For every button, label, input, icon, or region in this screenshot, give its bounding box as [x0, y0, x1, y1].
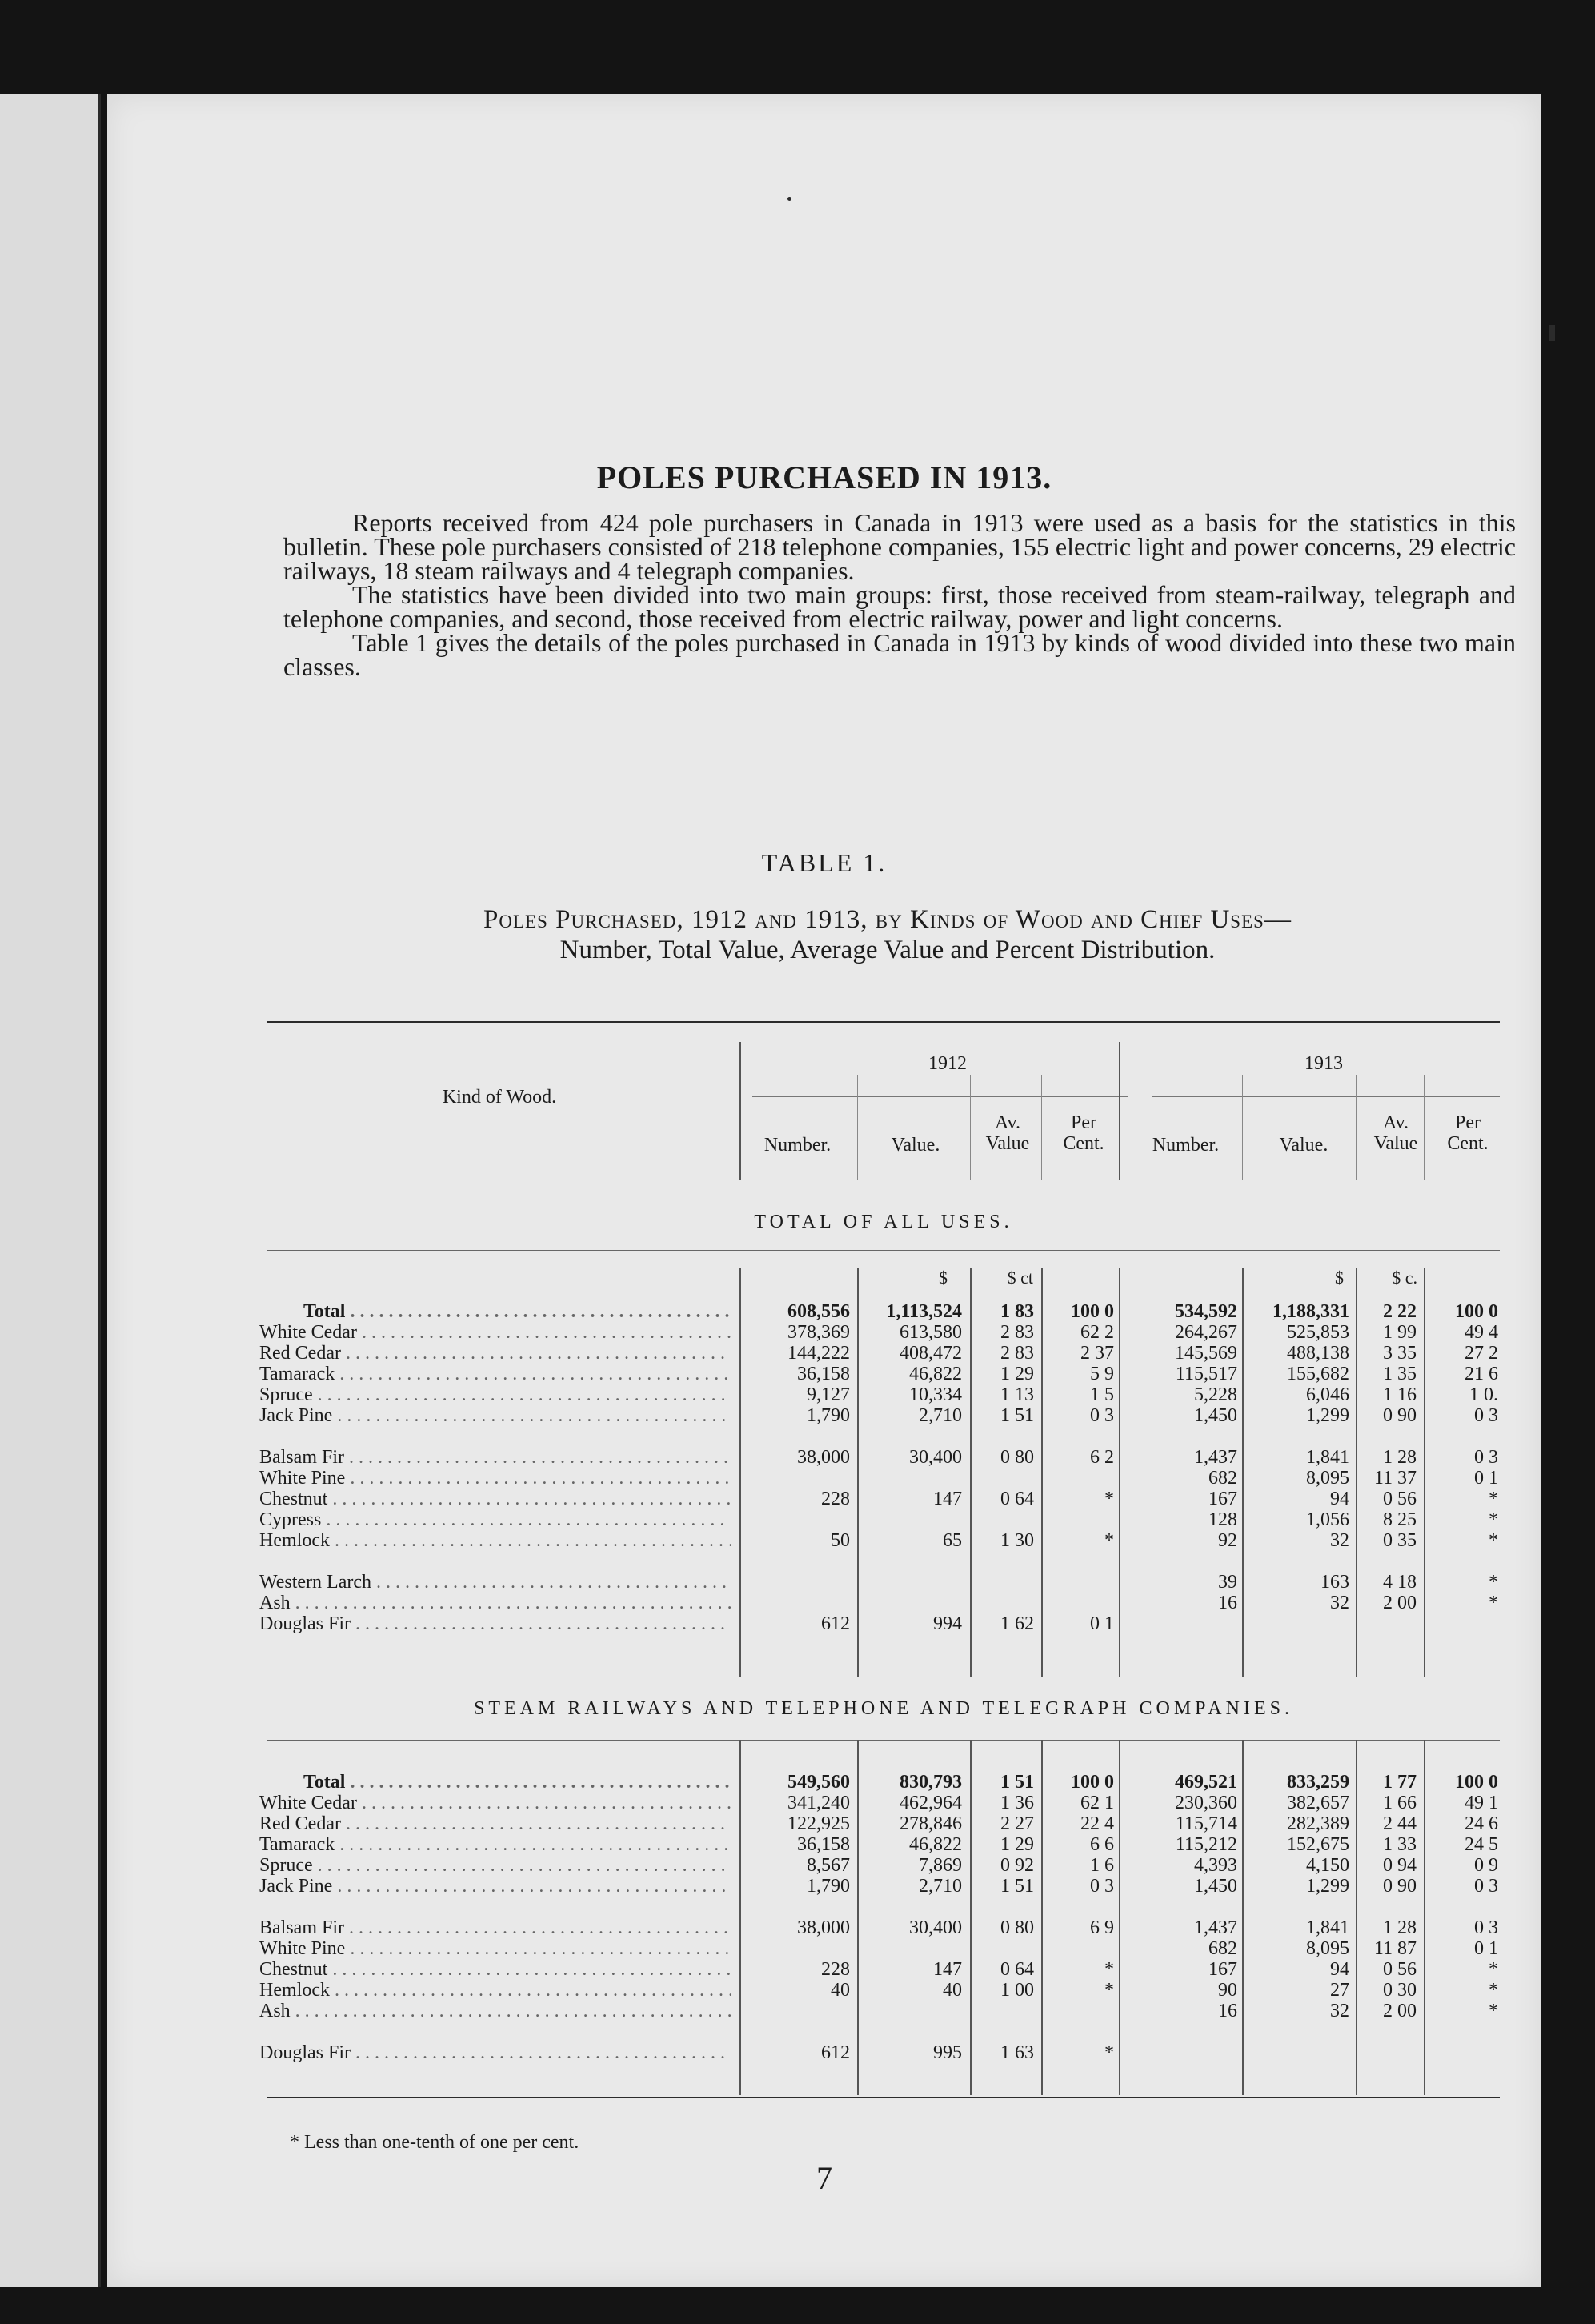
number-1912-cell: 144,222 — [787, 1343, 850, 1364]
table-caption — [259, 904, 1516, 965]
per-cent-1913-cell: * — [1489, 2001, 1498, 2021]
kind-of-wood-cell: Douglas Fir . . . — [259, 2042, 731, 2063]
column-rule — [1242, 1740, 1244, 2095]
column-rule — [1356, 1740, 1357, 2095]
number-1913-cell: 534,592 — [1175, 1301, 1237, 1322]
av-header-line: Value — [1373, 1133, 1418, 1154]
column-rule — [1424, 1268, 1425, 1677]
value-1912-cell: 2,710 — [919, 1876, 962, 1897]
table-row — [107, 1447, 1541, 1468]
per-cent-1912-cell: 0 1 — [1090, 1613, 1114, 1634]
value-1912-cell: 30,400 — [909, 1917, 962, 1938]
value-1913-cell: 8,095 — [1306, 1468, 1349, 1489]
footnote: * Less than one-tenth of one per cent. — [290, 2132, 579, 2153]
av-value-1913-cell: 1 33 — [1383, 1834, 1417, 1855]
av-value-1912-cell: 0 92 — [1000, 1855, 1034, 1876]
per-cent-1912-cell: 100 0 — [1071, 1772, 1114, 1793]
value-1912-cell: 994 — [933, 1613, 962, 1634]
kind-of-wood-cell: White Pine . . . — [259, 1938, 731, 1959]
av-value-1912-cell: 0 64 — [1000, 1959, 1034, 1980]
per-cent-1913-cell: 0 9 — [1474, 1855, 1498, 1876]
av-value-1912-cell: 0 80 — [1000, 1917, 1034, 1938]
av-value-1913-cell: 0 94 — [1383, 1855, 1417, 1876]
kind-of-wood-cell: Balsam Fir . . . — [259, 1447, 731, 1468]
page-title: POLES PURCHASED IN 1913. — [596, 459, 1052, 495]
table-top-rule — [267, 1021, 1500, 1023]
scan-speck — [1549, 325, 1555, 341]
value-1912-cell: 40 — [943, 1980, 962, 2001]
section-rule — [267, 1740, 1500, 1741]
number-1913-cell: 115,714 — [1175, 1813, 1237, 1834]
number-1912-cell: 9,127 — [807, 1384, 850, 1405]
av-value-1913-cell: 8 25 — [1383, 1509, 1417, 1530]
number-1912-cell: 38,000 — [797, 1917, 850, 1938]
per-cent-1912-cell: * — [1104, 1530, 1114, 1551]
per-header-line: Per — [1455, 1112, 1481, 1133]
number-1913-cell: 145,569 — [1175, 1343, 1237, 1364]
table-row — [107, 1959, 1541, 1980]
number-1913-cell: 5,228 — [1194, 1384, 1237, 1405]
per-cent-1912-cell: 22 4 — [1080, 1813, 1114, 1834]
kind-of-wood-cell: Total . . . — [259, 1772, 731, 1793]
av-value-1912-cell: 1 29 — [1000, 1364, 1034, 1384]
table-row — [107, 1772, 1541, 1793]
av-value-1913-cell: 0 56 — [1383, 1959, 1417, 1980]
number-1913-cell: 1,450 — [1194, 1876, 1237, 1897]
number-1913-cell: 16 — [1218, 2001, 1237, 2021]
per-cent-1912-cell: * — [1104, 1980, 1114, 2001]
value-1912-cell: 147 — [933, 1959, 962, 1980]
av-value-1912-cell: 1 13 — [1000, 1384, 1034, 1405]
per-cent-1913-cell: 0 3 — [1474, 1876, 1498, 1897]
column-rule — [857, 1268, 859, 1677]
value-1913-cell: 8,095 — [1306, 1938, 1349, 1959]
table-row — [107, 2042, 1541, 2063]
per-cent-1913-cell: 100 0 — [1455, 1301, 1498, 1322]
number-1913-cell: 90 — [1218, 1980, 1237, 2001]
av-value-1913-cell: 1 35 — [1383, 1364, 1417, 1384]
value-1913-cell: 1,188,331 — [1272, 1301, 1349, 1322]
number-1912-cell: 612 — [821, 2042, 850, 2063]
scan-speck — [787, 197, 791, 201]
table-row — [107, 1834, 1541, 1855]
column-rule — [1041, 1075, 1042, 1180]
table-row — [107, 1980, 1541, 2001]
av-value-1912-cell: 1 29 — [1000, 1834, 1034, 1855]
av-value-1912-cell: 1 30 — [1000, 1530, 1034, 1551]
per-cent-1912-cell: 6 9 — [1090, 1917, 1114, 1938]
column-rule — [1424, 1075, 1425, 1180]
table-row — [107, 1855, 1541, 1876]
number-1913-cell: 128 — [1208, 1509, 1237, 1530]
column-rule — [970, 1268, 972, 1677]
column-rule — [857, 1740, 859, 2095]
av-value-1913-cell: 4 18 — [1383, 1572, 1417, 1593]
value-1913-cell: 382,657 — [1287, 1793, 1349, 1813]
av-value-1912-cell: 1 51 — [1000, 1876, 1034, 1897]
value-1913-cell: 155,682 — [1287, 1364, 1349, 1384]
number-1912-cell: 1,790 — [807, 1876, 850, 1897]
value-1912-cell: 278,846 — [900, 1813, 962, 1834]
value-1913-cell: 27 — [1330, 1980, 1349, 2001]
av-value-1913-cell: 2 00 — [1383, 1593, 1417, 1613]
number-1912-cell: 1,790 — [807, 1405, 850, 1426]
per-cent-1913-cell: * — [1489, 1489, 1498, 1509]
av-value-1912-cell: 1 36 — [1000, 1793, 1034, 1813]
table-row — [107, 1793, 1541, 1813]
av-value-1912-cell: 2 83 — [1000, 1343, 1034, 1364]
value-1912-cell: 1,113,524 — [886, 1301, 962, 1322]
kind-of-wood-cell: Spruce . . . — [259, 1855, 731, 1876]
value-1913-cell: 1,841 — [1306, 1917, 1349, 1938]
av-value-1912-cell: 2 83 — [1000, 1322, 1034, 1343]
kind-of-wood-cell: Cypress . . . — [259, 1509, 731, 1530]
per-cent-1913-cell: 0 3 — [1474, 1405, 1498, 1426]
value-1913-cell: 32 — [1330, 1530, 1349, 1551]
section-rule — [267, 1250, 1500, 1251]
av-value-1912-cell: 1 51 — [1000, 1405, 1034, 1426]
per-cent-1913-cell: 1 0. — [1469, 1384, 1498, 1405]
av-value-1912-cell: 1 83 — [1000, 1301, 1034, 1322]
value-1912-header: Value. — [891, 1135, 940, 1156]
per-header-line: Cent. — [1063, 1133, 1104, 1154]
value-1913-cell: 32 — [1330, 2001, 1349, 2021]
year-1912-header: 1912 — [928, 1053, 967, 1074]
table-bottom-rule — [267, 2097, 1500, 2098]
value-1912-cell: 65 — [943, 1530, 962, 1551]
column-rule — [1242, 1268, 1244, 1677]
table-row — [107, 1509, 1541, 1530]
number-1912-cell: 549,560 — [787, 1772, 850, 1793]
number-1913-cell: 167 — [1208, 1489, 1237, 1509]
value-1912-cell: 613,580 — [900, 1322, 962, 1343]
av-value-1912-cell: 1 63 — [1000, 2042, 1034, 2063]
column-rule — [1041, 1740, 1043, 2095]
value-1913-cell: 1,056 — [1306, 1509, 1349, 1530]
table-row — [107, 1572, 1541, 1593]
table-row — [107, 1593, 1541, 1613]
av-value-1912-cell: 1 00 — [1000, 1980, 1034, 2001]
kind-of-wood-cell: Hemlock . . . — [259, 1530, 731, 1551]
table-row — [107, 1876, 1541, 1897]
kind-of-wood-cell: Spruce . . . — [259, 1384, 731, 1405]
kind-of-wood-cell: Total . . . — [259, 1301, 731, 1322]
table-row — [107, 1322, 1541, 1343]
per-cent-1913-header — [1432, 1112, 1504, 1154]
av-value-1913-cell: 0 35 — [1383, 1530, 1417, 1551]
unit-label: $ — [939, 1268, 948, 1288]
number-1912-cell: 122,925 — [787, 1813, 850, 1834]
value-1913-cell: 525,853 — [1287, 1322, 1349, 1343]
per-cent-1913-cell: * — [1489, 1980, 1498, 2001]
value-1912-cell: 408,472 — [900, 1343, 962, 1364]
column-rule — [739, 1042, 741, 1180]
column-rule — [1424, 1740, 1425, 2095]
per-cent-1913-cell: 21 6 — [1465, 1364, 1498, 1384]
number-1912-cell: 228 — [821, 1959, 850, 1980]
kind-of-wood-cell: Chestnut . . . — [259, 1489, 731, 1509]
per-cent-1912-cell: 2 37 — [1080, 1343, 1114, 1364]
column-rule — [739, 1740, 741, 2095]
intro-paragraph: Reports received from 424 pole purchasers in Canada in 1913 were used as a basis for the statistics in this bulletin. These pole purchasers consisted of 218 telephone companies, 155 electric light and power concerns, 29 electric railways, 18 steam railways and 4 telegraph companies. — [283, 508, 1516, 585]
number-1912-cell: 228 — [821, 1489, 850, 1509]
value-1913-cell: 32 — [1330, 1593, 1349, 1613]
per-cent-1913-cell: * — [1489, 1572, 1498, 1593]
intro-text — [283, 508, 1516, 681]
table-label: TABLE 1. — [761, 848, 888, 877]
number-1912-cell: 8,567 — [807, 1855, 850, 1876]
per-cent-1913-cell: 0 1 — [1474, 1468, 1498, 1489]
per-cent-1912-cell: * — [1104, 1959, 1114, 1980]
table-row — [107, 2001, 1541, 2021]
kind-of-wood-cell: White Cedar . . . — [259, 1322, 731, 1343]
kind-of-wood-cell: Hemlock . . . — [259, 1980, 731, 2001]
kind-of-wood-cell: Western Larch . . . — [259, 1572, 731, 1593]
av-value-1913-cell: 0 30 — [1383, 1980, 1417, 2001]
left-page-edge — [0, 94, 101, 2287]
value-1913-cell: 152,675 — [1287, 1834, 1349, 1855]
kind-of-wood-cell: Red Cedar . . . — [259, 1813, 731, 1834]
year-underline — [1152, 1096, 1500, 1097]
per-cent-1913-cell: 0 3 — [1474, 1447, 1498, 1468]
av-value-1913-cell: 0 90 — [1383, 1876, 1417, 1897]
av-value-1913-cell: 2 44 — [1383, 1813, 1417, 1834]
column-rule — [970, 1740, 972, 2095]
per-cent-1913-cell: * — [1489, 1959, 1498, 1980]
value-1913-cell: 488,138 — [1287, 1343, 1349, 1364]
table-row — [107, 1384, 1541, 1405]
section-title: TOTAL OF ALL USES. — [754, 1212, 1013, 1232]
number-1913-header: Number. — [1152, 1135, 1220, 1156]
table-row — [107, 1813, 1541, 1834]
value-1913-cell: 833,259 — [1287, 1772, 1349, 1793]
kind-of-wood-cell: Ash . . . — [259, 2001, 731, 2021]
intro-paragraph: Table 1 gives the details of the poles purchased in Canada in 1913 by kinds of wood divided into these two main classes. — [283, 628, 1516, 681]
number-1912-cell: 608,556 — [787, 1301, 850, 1322]
value-1913-cell: 282,389 — [1287, 1813, 1349, 1834]
av-value-1912-cell: 1 51 — [1000, 1772, 1034, 1793]
value-1912-cell: 147 — [933, 1489, 962, 1509]
number-1913-cell: 682 — [1208, 1468, 1237, 1489]
number-1913-cell: 16 — [1218, 1593, 1237, 1613]
unit-label: $ — [1335, 1268, 1344, 1288]
kind-of-wood-cell: Jack Pine . . . — [259, 1405, 731, 1426]
per-cent-1913-cell: 27 2 — [1465, 1343, 1498, 1364]
av-value-1913-cell: 1 99 — [1383, 1322, 1417, 1343]
number-1913-cell: 115,517 — [1175, 1364, 1237, 1384]
av-value-1913-header — [1360, 1112, 1432, 1154]
per-header-line: Per — [1071, 1112, 1096, 1133]
kind-of-wood-cell: Douglas Fir . . . — [259, 1613, 731, 1634]
per-cent-1913-cell: 100 0 — [1455, 1772, 1498, 1793]
kind-of-wood-cell: White Pine . . . — [259, 1468, 731, 1489]
column-rule — [1356, 1268, 1357, 1677]
number-1913-cell: 115,212 — [1175, 1834, 1237, 1855]
column-rule — [857, 1075, 858, 1180]
value-1912-cell: 830,793 — [900, 1772, 962, 1793]
column-rule — [970, 1075, 971, 1180]
number-1912-cell: 378,369 — [787, 1322, 850, 1343]
column-rule — [1041, 1268, 1043, 1677]
caption-line-1: Poles Purchased, 1912 and 1913, by Kinds of Wood and Chief Uses— — [483, 905, 1292, 934]
per-cent-1912-cell: * — [1104, 1489, 1114, 1509]
number-1912-cell: 50 — [831, 1530, 850, 1551]
number-1913-cell: 1,437 — [1194, 1917, 1237, 1938]
av-value-1913-cell: 11 87 — [1373, 1938, 1417, 1959]
av-value-1913-cell: 1 16 — [1383, 1384, 1417, 1405]
kind-of-wood-cell: Chestnut . . . — [259, 1959, 731, 1980]
table-row — [107, 1405, 1541, 1426]
per-cent-1913-cell: * — [1489, 1509, 1498, 1530]
av-header-line: Av. — [1383, 1112, 1409, 1133]
av-value-1912-cell: 2 27 — [1000, 1813, 1034, 1834]
av-value-1913-cell: 2 22 — [1383, 1301, 1417, 1322]
value-1913-cell: 94 — [1330, 1489, 1349, 1509]
kind-of-wood-cell: White Cedar . . . — [259, 1793, 731, 1813]
per-cent-1912-cell: * — [1104, 2042, 1114, 2063]
number-1913-cell: 167 — [1208, 1959, 1237, 1980]
per-cent-1912-cell: 6 6 — [1090, 1834, 1114, 1855]
av-header-line: Av. — [995, 1112, 1020, 1133]
av-value-1913-cell: 1 77 — [1383, 1772, 1417, 1793]
av-value-1912-cell: 0 64 — [1000, 1489, 1034, 1509]
value-1912-cell: 7,869 — [919, 1855, 962, 1876]
value-1912-cell: 2,710 — [919, 1405, 962, 1426]
number-1913-cell: 4,393 — [1194, 1855, 1237, 1876]
number-1912-cell: 36,158 — [797, 1834, 850, 1855]
number-1913-cell: 1,437 — [1194, 1447, 1237, 1468]
av-value-1913-cell: 11 37 — [1373, 1468, 1417, 1489]
value-1913-cell: 6,046 — [1306, 1384, 1349, 1405]
value-1912-cell: 995 — [933, 2042, 962, 2063]
table-row — [107, 1938, 1541, 1959]
table-row — [107, 1343, 1541, 1364]
number-1912-cell: 38,000 — [797, 1447, 850, 1468]
year-1913-header: 1913 — [1304, 1053, 1343, 1074]
table-row — [107, 1613, 1541, 1634]
per-header-line: Cent. — [1447, 1133, 1489, 1154]
kind-of-wood-cell: Ash . . . — [259, 1593, 731, 1613]
number-1913-cell: 39 — [1218, 1572, 1237, 1593]
per-cent-1913-cell: 24 5 — [1465, 1834, 1498, 1855]
section-title: STEAM RAILWAYS AND TELEPHONE AND TELEGRAPH COMPANIES. — [474, 1698, 1293, 1719]
table-row — [107, 1530, 1541, 1551]
value-1913-cell: 163 — [1320, 1572, 1349, 1593]
value-1913-cell: 4,150 — [1306, 1855, 1349, 1876]
av-value-1912-header — [976, 1112, 1040, 1154]
column-rule — [1119, 1268, 1120, 1677]
value-1913-cell: 1,299 — [1306, 1405, 1349, 1426]
number-1913-cell: 469,521 — [1175, 1772, 1237, 1793]
per-cent-1912-cell: 6 2 — [1090, 1447, 1114, 1468]
column-rule — [1119, 1740, 1120, 2095]
page-number: 7 — [816, 2160, 832, 2196]
column-rule — [1242, 1075, 1243, 1180]
kind-of-wood-cell: Balsam Fir . . . — [259, 1917, 731, 1938]
column-rule — [1119, 1042, 1120, 1180]
av-value-1913-cell: 1 28 — [1383, 1447, 1417, 1468]
per-cent-1912-header — [1044, 1112, 1124, 1154]
per-cent-1912-cell: 62 2 — [1080, 1322, 1114, 1343]
year-underline — [752, 1096, 1128, 1097]
unit-label: $ ct — [1007, 1268, 1033, 1288]
per-cent-1913-cell: 24 6 — [1465, 1813, 1498, 1834]
av-value-1913-cell: 1 66 — [1383, 1793, 1417, 1813]
table-row — [107, 1489, 1541, 1509]
per-cent-1912-cell: 0 3 — [1090, 1876, 1114, 1897]
value-1913-cell: 94 — [1330, 1959, 1349, 1980]
number-1912-cell: 40 — [831, 1980, 850, 2001]
table-row — [107, 1364, 1541, 1384]
kind-of-wood-header: Kind of Wood. — [442, 1087, 557, 1108]
per-cent-1913-cell: * — [1489, 1530, 1498, 1551]
per-cent-1912-cell: 1 5 — [1090, 1384, 1114, 1405]
av-header-line: Value — [985, 1133, 1030, 1154]
number-1912-cell: 612 — [821, 1613, 850, 1634]
document-page — [107, 94, 1541, 2287]
number-1913-cell: 1,450 — [1194, 1405, 1237, 1426]
per-cent-1913-cell: * — [1489, 1593, 1498, 1613]
number-1913-cell: 92 — [1218, 1530, 1237, 1551]
value-1912-cell: 462,964 — [900, 1793, 962, 1813]
number-1912-header: Number. — [763, 1135, 832, 1156]
av-value-1913-cell: 1 28 — [1383, 1917, 1417, 1938]
av-value-1913-cell: 0 90 — [1383, 1405, 1417, 1426]
av-value-1912-cell: 1 62 — [1000, 1613, 1034, 1634]
number-1913-cell: 264,267 — [1175, 1322, 1237, 1343]
av-value-1913-cell: 2 00 — [1383, 2001, 1417, 2021]
number-1912-cell: 341,240 — [787, 1793, 850, 1813]
kind-of-wood-cell: Jack Pine . . . — [259, 1876, 731, 1897]
column-rule — [739, 1268, 741, 1677]
per-cent-1912-cell: 100 0 — [1071, 1301, 1114, 1322]
value-1913-header: Value. — [1279, 1135, 1328, 1156]
kind-of-wood-cell: Tamarack . . . — [259, 1834, 731, 1855]
value-1912-cell: 10,334 — [909, 1384, 962, 1405]
value-1912-cell: 30,400 — [909, 1447, 962, 1468]
per-cent-1912-cell: 1 6 — [1090, 1855, 1114, 1876]
value-1913-cell: 1,841 — [1306, 1447, 1349, 1468]
per-cent-1913-cell: 0 3 — [1474, 1917, 1498, 1938]
number-1912-cell: 36,158 — [797, 1364, 850, 1384]
value-1912-cell: 46,822 — [909, 1364, 962, 1384]
number-1913-cell: 230,360 — [1175, 1793, 1237, 1813]
kind-of-wood-cell: Red Cedar . . . — [259, 1343, 731, 1364]
intro-paragraph: The statistics have been divided into two main groups: first, those received from steam-railway, telegraph and telephone companies, and second, those received from electric railway, power and light concerns. — [283, 580, 1516, 633]
av-value-1913-cell: 0 56 — [1383, 1489, 1417, 1509]
table-row — [107, 1468, 1541, 1489]
per-cent-1912-cell: 0 3 — [1090, 1405, 1114, 1426]
column-rule — [1356, 1075, 1357, 1180]
per-cent-1913-cell: 0 1 — [1474, 1938, 1498, 1959]
per-cent-1912-cell: 5 9 — [1090, 1364, 1114, 1384]
per-cent-1912-cell: 62 1 — [1080, 1793, 1114, 1813]
av-value-1913-cell: 3 35 — [1383, 1343, 1417, 1364]
table-row — [107, 1301, 1541, 1322]
number-1913-cell: 682 — [1208, 1938, 1237, 1959]
per-cent-1913-cell: 49 1 — [1465, 1793, 1498, 1813]
caption-line-2: Number, Total Value, Average Value and Percent Distribution. — [559, 936, 1216, 964]
value-1912-cell: 46,822 — [909, 1834, 962, 1855]
kind-of-wood-cell: Tamarack . . . — [259, 1364, 731, 1384]
per-cent-1913-cell: 49 4 — [1465, 1322, 1498, 1343]
av-value-1912-cell: 0 80 — [1000, 1447, 1034, 1468]
unit-label: $ c. — [1392, 1268, 1417, 1288]
table-row — [107, 1917, 1541, 1938]
value-1913-cell: 1,299 — [1306, 1876, 1349, 1897]
